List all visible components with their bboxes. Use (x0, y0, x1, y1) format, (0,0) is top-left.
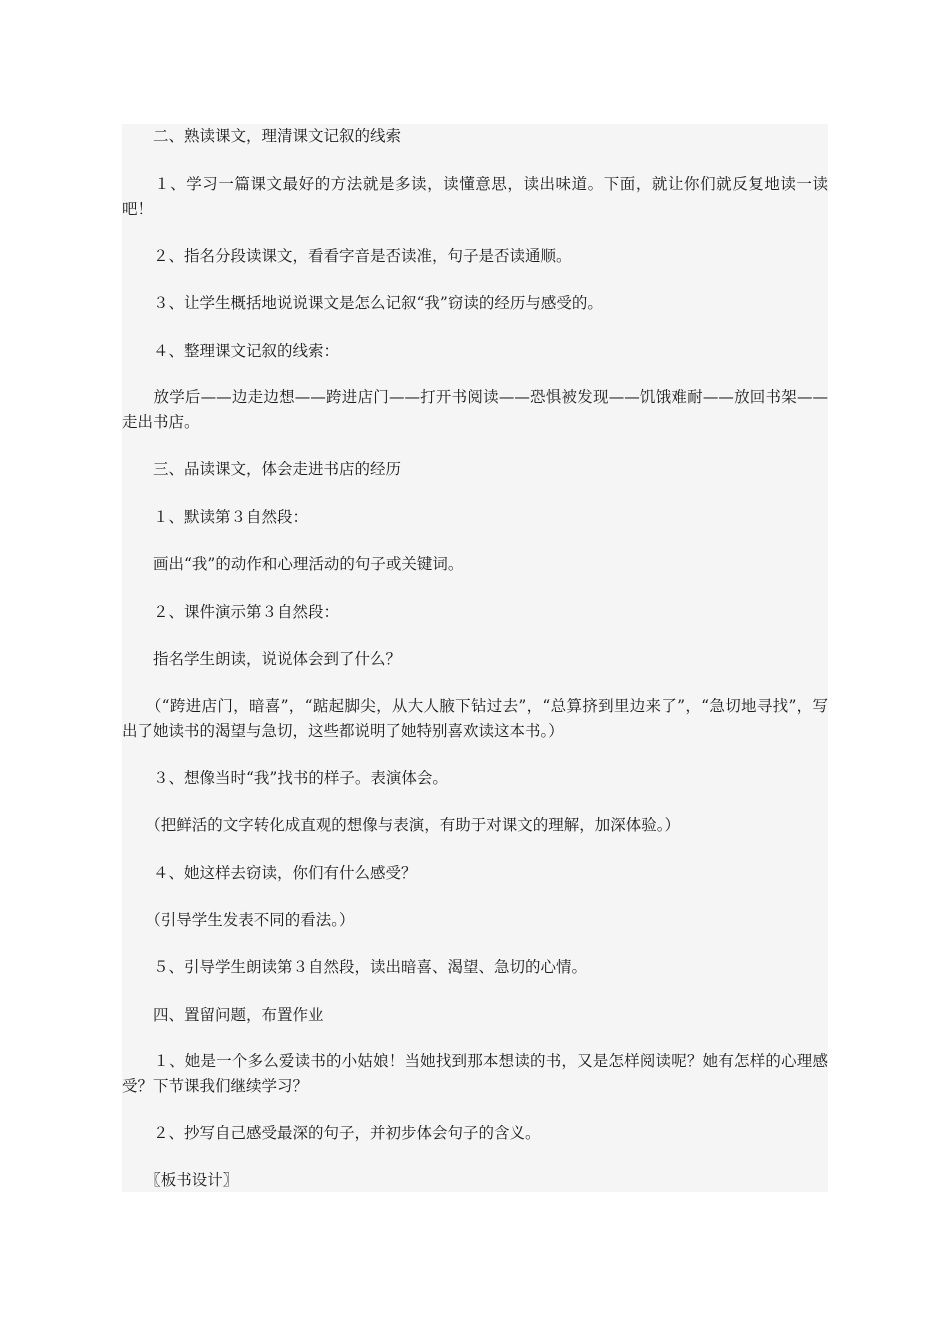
paragraph: １、学习一篇课文最好的方法就是多读，读懂意思，读出味道。下面，就让你们就反复地读一读吧！ (122, 175, 828, 218)
paragraph: ４、她这样去窃读，你们有什么感受？ (122, 864, 417, 882)
paragraph: 画出“我”的动作和心理活动的句子或关键词。 (122, 555, 464, 573)
paragraph: ２、抄写自己感受最深的句子，并初步体会句子的含义。 (122, 1124, 541, 1142)
paragraph: ３、想像当时“我”找书的样子。表演体会。 (122, 769, 448, 787)
paragraph: （引导学生发表不同的看法。） (122, 911, 355, 929)
paragraph: ２、指名分段读课文，看看字音是否读准，句子是否读通顺。 (122, 247, 572, 265)
paragraph: ４、整理课文记叙的线索： (122, 342, 340, 360)
section-heading-4: 四、置留问题，布置作业 (122, 1006, 324, 1024)
paragraph: １、她是一个多么爱读书的小姑娘！当她找到那本想读的书，又是怎样阅读呢？她有怎样的心理感受？下节课我们继续学习？ (122, 1052, 828, 1095)
paragraph: （“跨进店门，暗喜”，“踮起脚尖，从大人腋下钻过去”，“总算挤到里边来了”，“急切地寻找”，写出了她读书的渴望与急切，这些都说明了她特别喜欢读这本书。） (122, 697, 828, 740)
paragraph: ５、引导学生朗读第３自然段，读出暗喜、渴望、急切的心情。 (122, 958, 588, 976)
paragraph: ２、课件演示第３自然段： (122, 603, 340, 621)
section-heading-2: 二、熟读课文，理清课文记叙的线索 (122, 127, 402, 145)
paragraph: （把鲜活的文字转化成直观的想像与表演，有助于对课文的理解，加深体验。） (122, 816, 681, 834)
document-page (122, 124, 828, 1192)
paragraph: ３、让学生概括地说说课文是怎么记叙“我”窃读的经历与感受的。 (122, 294, 603, 312)
paragraph: １、默读第３自然段： (122, 508, 309, 526)
board-design-heading: 〖板书设计〗 (122, 1171, 239, 1189)
paragraph: 指名学生朗读，说说体会到了什么？ (122, 650, 402, 668)
section-heading-3: 三、品读课文，体会走进书店的经历 (122, 460, 402, 478)
clue-chain-paragraph: 放学后——边走边想——跨进店门——打开书阅读——恐惧被发现——饥饿难耐——放回书架——走出书店。 (122, 388, 828, 431)
